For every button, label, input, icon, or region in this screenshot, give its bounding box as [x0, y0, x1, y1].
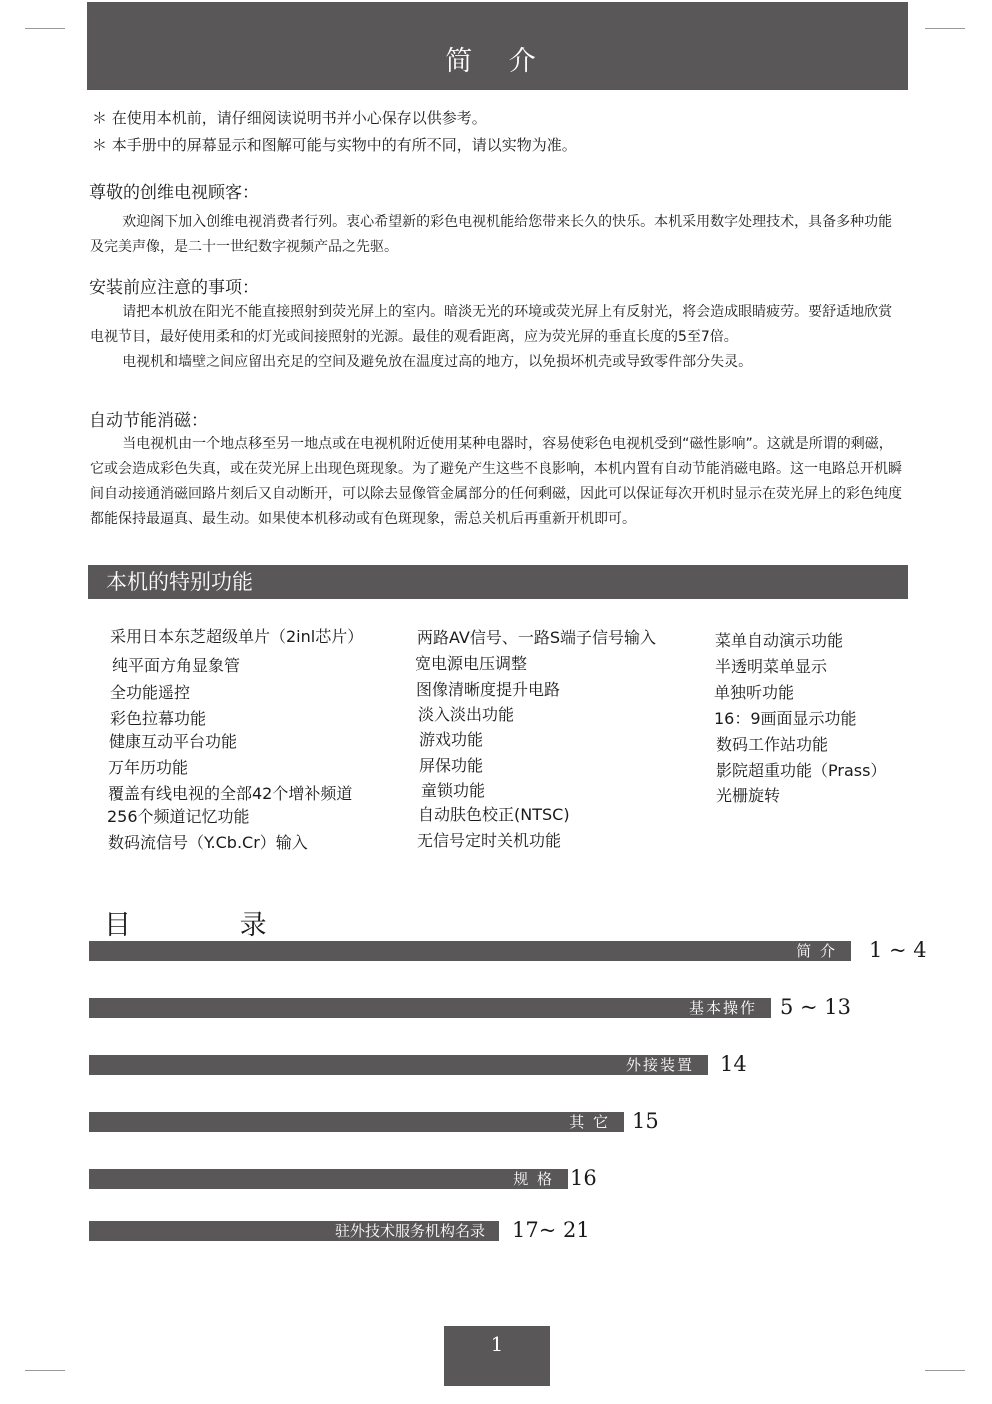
feature-item: 自动肤色校正(NTSC) [418, 805, 570, 824]
feature-item: 单独听功能 [714, 683, 795, 702]
note-line: ＊ 在使用本机前，请仔细阅读说明书并小心保存以供参考。 [92, 109, 487, 127]
crop-mark [925, 28, 965, 29]
feature-item: 屏保功能 [419, 756, 484, 775]
toc-entry-bar[interactable]: 基本操作 [89, 998, 771, 1018]
feature-item: 游戏功能 [419, 730, 484, 749]
feature-item: 16：9画面显示功能 [714, 709, 857, 728]
toc-entry-bar[interactable]: 规 格 [89, 1169, 568, 1189]
feature-item: 万年历功能 [108, 758, 189, 777]
section-title: 安装前应注意的事项： [89, 278, 259, 298]
feature-item: 图像清晰度提升电路 [416, 680, 561, 699]
toc-entry-bar[interactable]: 其 它 [89, 1112, 624, 1132]
paragraph: 电视机和墙壁之间应留出充足的空间及避免放在温度过高的地方，以免损坏机壳或导致零件部分失灵。 [122, 354, 753, 370]
section-title: 尊敬的创维电视顾客： [89, 183, 259, 203]
feature-item: 纯平面方角显象管 [112, 656, 241, 675]
section-body [90, 210, 906, 260]
toc-title: 目 录 [104, 910, 317, 941]
crop-mark [925, 1370, 965, 1371]
feature-item: 淡入淡出功能 [418, 705, 515, 724]
feature-item: 菜单自动演示功能 [715, 631, 844, 650]
feature-item: 无信号定时关机功能 [417, 831, 562, 850]
toc-page-range: 16 [570, 1166, 597, 1190]
feature-item: 健康互动平台功能 [109, 732, 238, 751]
page-title: 简 介 [445, 45, 550, 77]
toc-page-range: 1 ~ 4 [869, 938, 927, 962]
feature-item: 半透明菜单显示 [715, 657, 828, 676]
feature-item: 采用日本东芝超级单片（2inl芯片） [110, 627, 364, 646]
feature-item: 童锁功能 [421, 781, 486, 800]
toc-page-range: 14 [720, 1052, 747, 1076]
feature-item: 全功能遥控 [110, 683, 191, 702]
paragraph: 欢迎阁下加入创维电视消费者行列。衷心希望新的彩色电视机能给您带来长久的快乐。本机采用数字处理技术，具备多种功能及完美声像，是二十一世纪数字视频产品之先驱。 [90, 214, 893, 255]
toc-page-range: 15 [632, 1109, 659, 1133]
note-line: ＊ 本手册中的屏幕显示和图解可能与实物中的有所不同，请以实物为准。 [92, 136, 577, 154]
paragraph: 请把本机放在阳光不能直接照射到荧光屏上的室内。暗淡无光的环境或荧光屏上有反射光，将会造成眼睛疲劳。要舒适地欣赏电视节目，最好使用柔和的灯光或间接照射的光源。最佳的观看距离，应为荧光屏的垂直长度的5至7倍。 [90, 304, 893, 345]
toc-page-range: 5 ~ 13 [780, 995, 852, 1019]
toc-page-range: 17~ 21 [512, 1218, 590, 1242]
feature-item: 256个频道记忆功能 [107, 807, 250, 826]
feature-item: 数码流信号（Y.Cb.Cr）输入 [108, 833, 308, 852]
crop-mark [25, 28, 65, 29]
feature-item: 光栅旋转 [716, 786, 781, 805]
toc-entry-bar[interactable]: 驻外技术服务机构名录 [89, 1221, 499, 1241]
feature-item: 彩色拉幕功能 [110, 709, 207, 728]
feature-item: 数码工作站功能 [716, 735, 829, 754]
page-number: 1 [444, 1326, 550, 1386]
feature-item: 宽电源电压调整 [415, 654, 528, 673]
section-body [90, 300, 906, 375]
feature-item: 影院超重功能（Prass） [716, 761, 887, 780]
page-header [87, 2, 908, 90]
toc-entry-bar[interactable]: 简 介 [89, 941, 851, 961]
section-title: 自动节能消磁： [89, 411, 208, 431]
crop-mark [25, 1370, 65, 1371]
paragraph: 当电视机由一个地点移至另一地点或在电视机附近使用某种电器时，容易使彩色电视机受到“磁性影响”。这就是所谓的剩磁，它或会造成彩色失真，或在荧光屏上出现色斑现象。为了避免产生这些不良影响，本机内置有自动节能消磁电路。这一电路总开机瞬间自动接通消磁回路片刻后又自动断开，可以除去显像管金属部分的任何剩磁，因此可以保证每次开机时显示在荧光屏上的彩色纯度都能保持最逼真、最生动。如果使本机移动或有色斑现象，需总关机后再重新开机即可。 [90, 436, 902, 527]
feature-item: 两路AV信号、一路S端子信号输入 [417, 628, 657, 647]
feature-item: 覆盖有线电视的全部42个增补频道 [108, 784, 353, 803]
toc-entry-bar[interactable]: 外接装置 [89, 1055, 708, 1075]
features-heading: 本机的特别功能 [88, 565, 908, 599]
section-body [90, 432, 906, 532]
